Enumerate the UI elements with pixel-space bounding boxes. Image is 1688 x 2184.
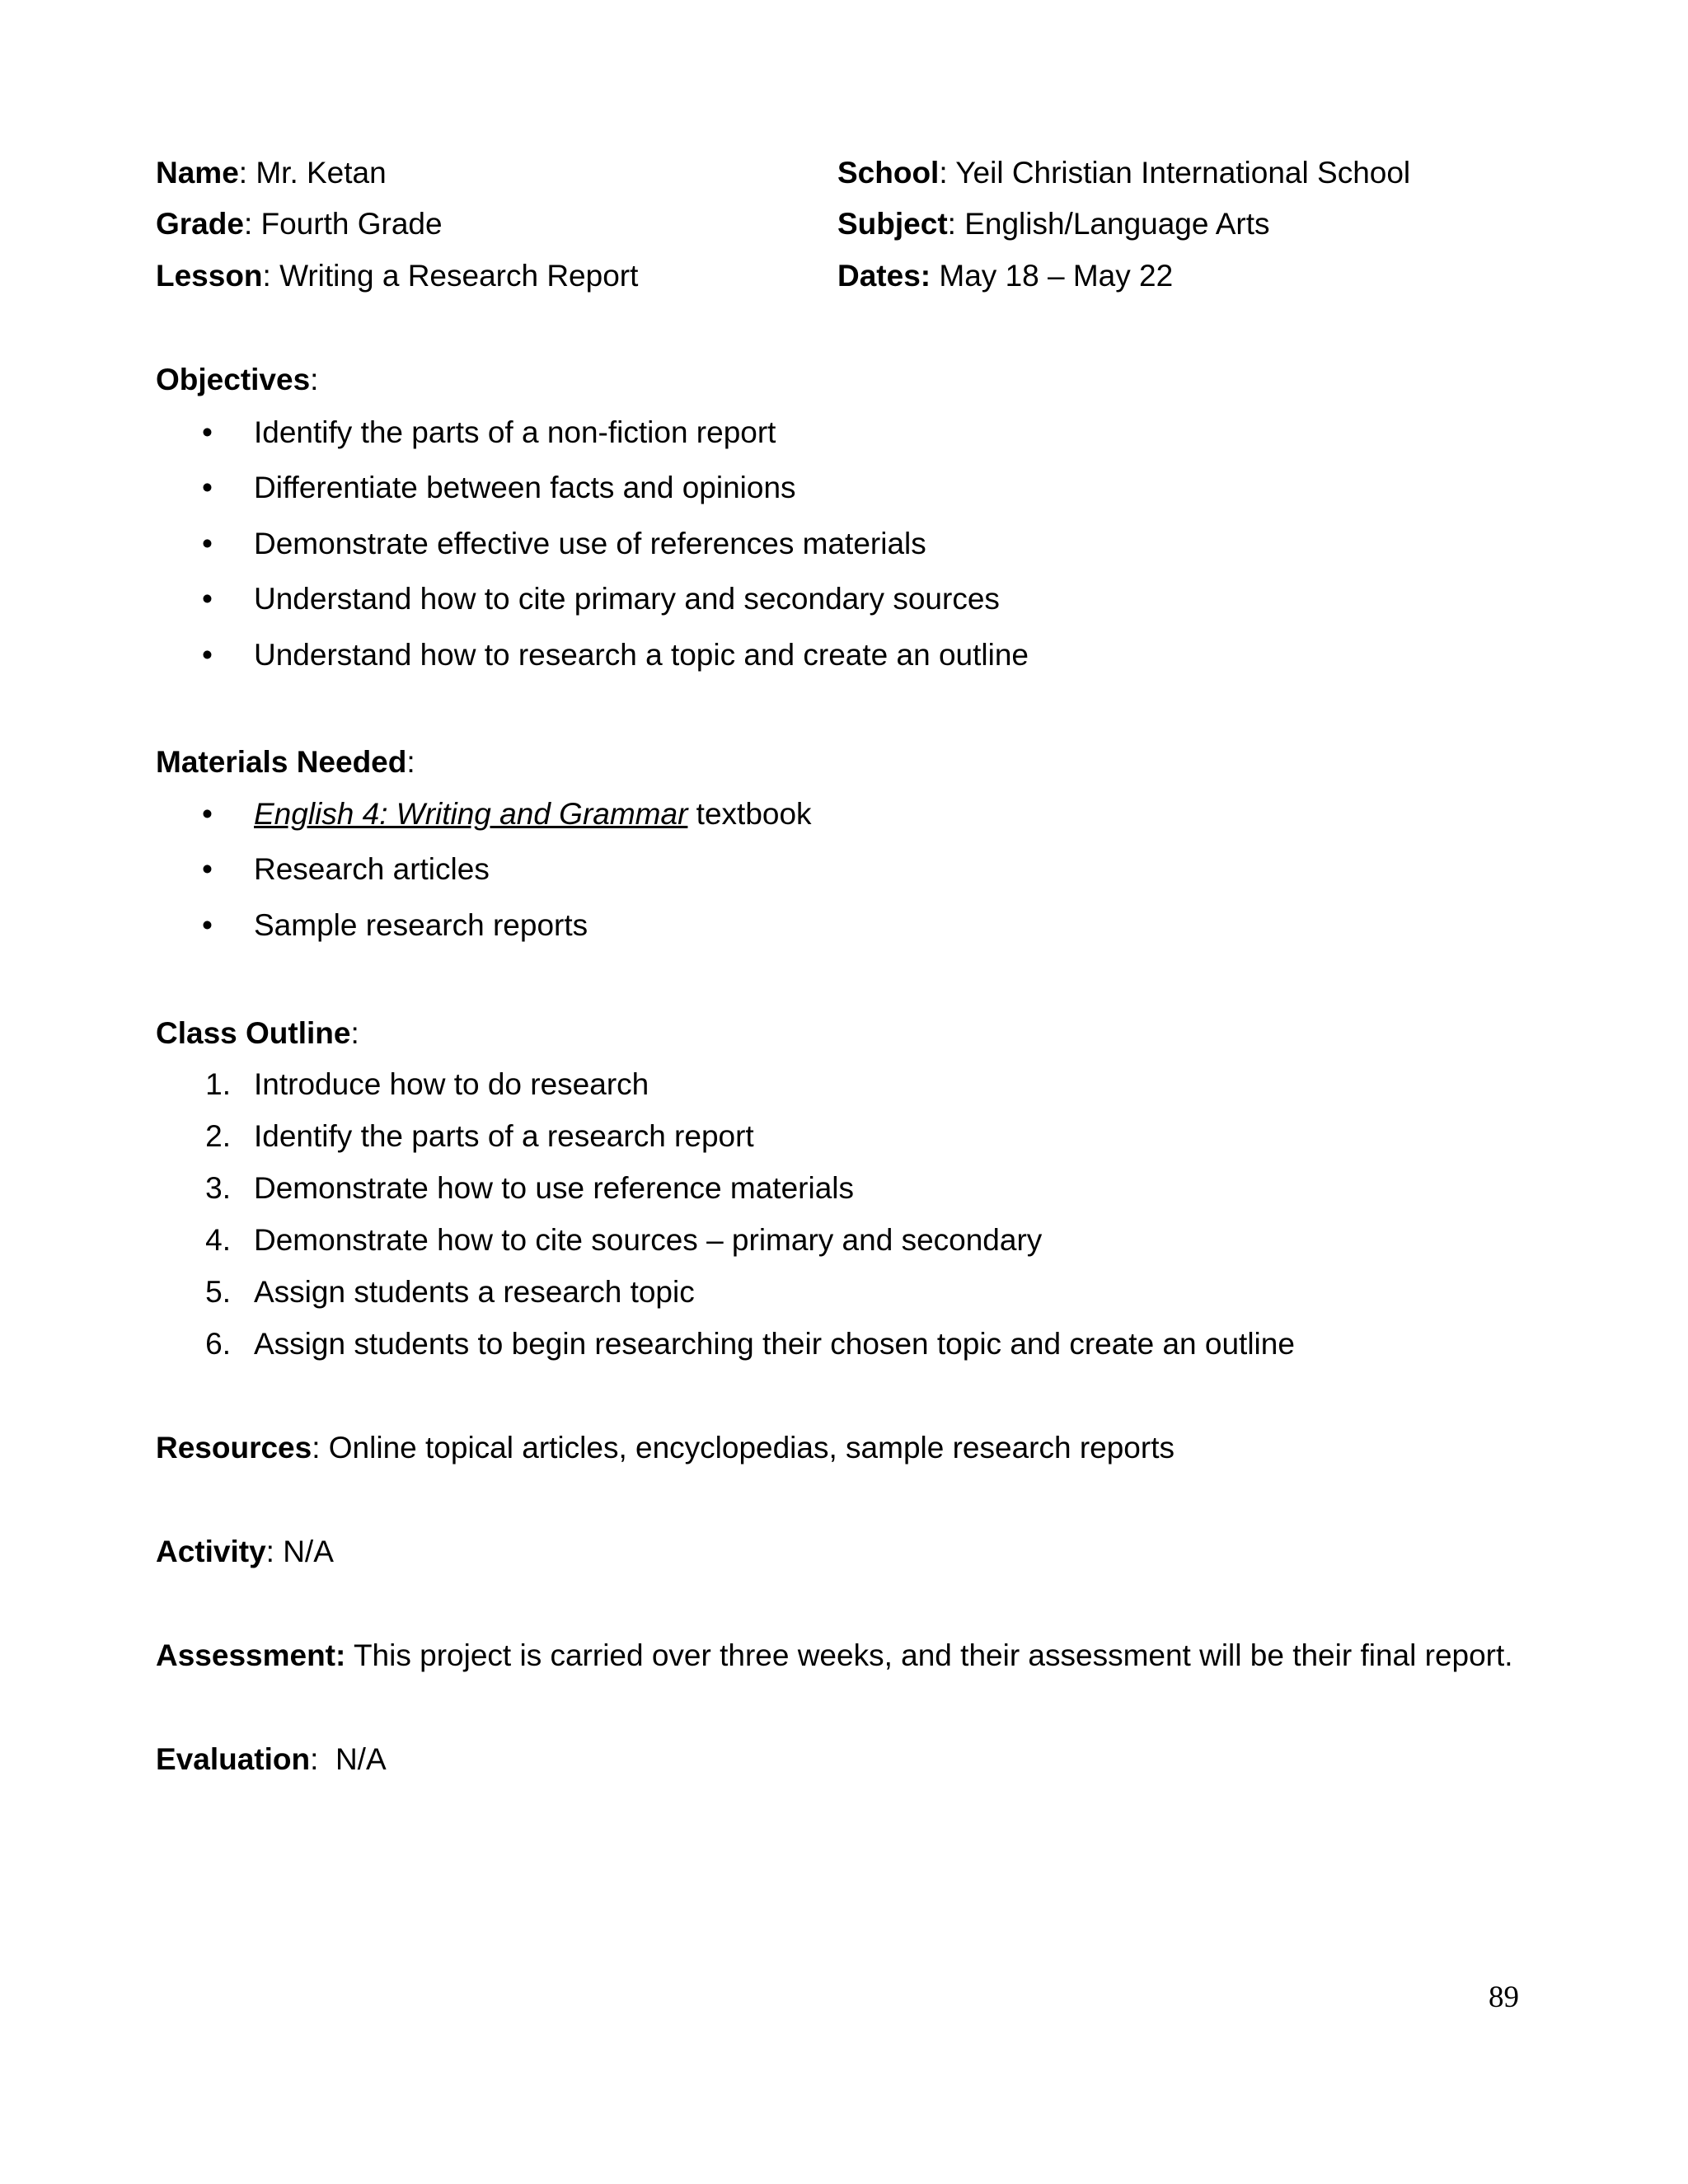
school-value: : Yeil Christian International School bbox=[939, 156, 1411, 190]
resources-line bbox=[156, 1432, 1175, 1463]
assessment-value: This project is carried over three weeks, and their assessment will be their final report. bbox=[345, 1638, 1513, 1672]
outline-text: Identify the parts of a research report bbox=[254, 1119, 754, 1153]
outline-number: 5. bbox=[205, 1275, 231, 1309]
material-text: Sample research reports bbox=[254, 908, 588, 942]
class-outline-label: Class Outline bbox=[156, 1016, 351, 1050]
objective-text: Differentiate between facts and opinions bbox=[254, 471, 796, 504]
evaluation-value: : N/A bbox=[310, 1742, 387, 1776]
material-text bbox=[254, 799, 812, 829]
objective-text: Demonstrate effective use of references materials bbox=[254, 527, 926, 560]
outline-text: Demonstrate how to cite sources – primary and secondary bbox=[254, 1223, 1043, 1257]
objectives-heading bbox=[156, 364, 318, 395]
textbook-suffix: textbook bbox=[687, 797, 812, 831]
bullet-icon: • bbox=[202, 527, 213, 560]
activity-line bbox=[156, 1536, 334, 1567]
name-line bbox=[156, 157, 387, 188]
school-label: School bbox=[837, 156, 940, 190]
objective-text: Understand how to research a topic and create an outline bbox=[254, 638, 1029, 672]
dates-value: May 18 – May 22 bbox=[931, 259, 1174, 293]
lesson-line bbox=[156, 260, 638, 291]
subject-label: Subject bbox=[837, 207, 948, 241]
outline-number: 2. bbox=[205, 1119, 231, 1153]
objective-text: Identify the parts of a non-fiction report bbox=[254, 415, 776, 449]
dates-line bbox=[837, 260, 1173, 291]
bullet-icon: • bbox=[202, 852, 213, 886]
outline-number: 4. bbox=[205, 1223, 231, 1257]
outline-text: Demonstrate how to use reference materials bbox=[254, 1171, 855, 1205]
evaluation-line bbox=[156, 1744, 387, 1774]
activity-value: : N/A bbox=[265, 1535, 334, 1568]
objectives-suffix: : bbox=[310, 363, 319, 396]
bullet-icon: • bbox=[202, 582, 213, 616]
evaluation-label: Evaluation bbox=[156, 1742, 311, 1776]
bullet-icon: • bbox=[202, 797, 213, 831]
class-outline-heading bbox=[156, 1018, 359, 1048]
grade-label: Grade bbox=[156, 207, 244, 241]
dates-label: Dates: bbox=[837, 259, 931, 293]
outline-text: Introduce how to do research bbox=[254, 1067, 649, 1101]
materials-label: Materials Needed bbox=[156, 745, 407, 779]
school-line bbox=[837, 157, 1410, 188]
outline-number: 3. bbox=[205, 1171, 231, 1205]
objective-text: Understand how to cite primary and secondary sources bbox=[254, 582, 1000, 616]
lesson-value: : Writing a Research Report bbox=[262, 259, 639, 293]
resources-value: : Online topical articles, encyclopedias, sample research reports bbox=[312, 1431, 1175, 1465]
bullet-icon: • bbox=[202, 471, 213, 504]
objectives-label: Objectives bbox=[156, 363, 311, 396]
outline-number: 6. bbox=[205, 1327, 231, 1361]
name-label: Name bbox=[156, 156, 239, 190]
grade-line bbox=[156, 209, 443, 239]
subject-line bbox=[837, 209, 1269, 239]
assessment-line bbox=[156, 1640, 1513, 1671]
subject-value: : English/Language Arts bbox=[947, 207, 1270, 241]
resources-label: Resources bbox=[156, 1431, 312, 1465]
grade-value: : Fourth Grade bbox=[243, 207, 443, 241]
bullet-icon: • bbox=[202, 415, 213, 449]
class-outline-suffix: : bbox=[350, 1016, 359, 1050]
textbook-title: English 4: Writing and Grammar bbox=[254, 797, 688, 831]
assessment-label: Assessment: bbox=[156, 1638, 346, 1672]
outline-text: Assign students a research topic bbox=[254, 1275, 695, 1309]
lesson-label: Lesson bbox=[156, 259, 263, 293]
name-value: : Mr. Ketan bbox=[238, 156, 387, 190]
material-text: Research articles bbox=[254, 852, 490, 886]
materials-heading bbox=[156, 747, 415, 777]
materials-suffix: : bbox=[406, 745, 415, 779]
activity-label: Activity bbox=[156, 1535, 266, 1568]
outline-text: Assign students to begin researching their chosen topic and create an outline bbox=[254, 1327, 1295, 1361]
bullet-icon: • bbox=[202, 908, 213, 942]
bullet-icon: • bbox=[202, 638, 213, 672]
page-number: 89 bbox=[1489, 1980, 1519, 2014]
outline-number: 1. bbox=[205, 1067, 231, 1101]
